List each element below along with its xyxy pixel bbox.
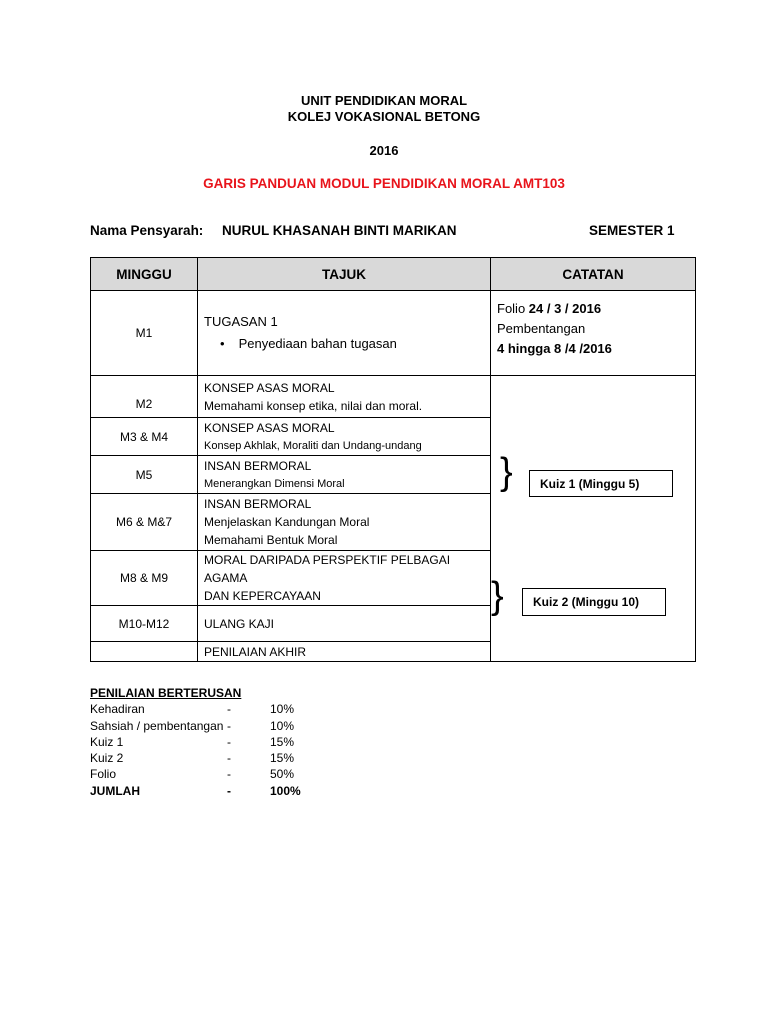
unit-name: UNIT PENDIDIKAN MORAL bbox=[300, 93, 468, 108]
topic-line: DAN KEPERCAYAAN bbox=[204, 589, 321, 603]
brace-icon: } bbox=[500, 451, 513, 493]
topic-title: KONSEP ASAS MORAL bbox=[204, 380, 335, 395]
week-cell: M8 & M9 bbox=[91, 551, 198, 606]
column-header: CATATAN bbox=[491, 258, 696, 291]
week-cell: M2 bbox=[91, 376, 198, 418]
table-row bbox=[91, 291, 696, 376]
lecturer-label: Nama Pensyarah: bbox=[90, 223, 204, 238]
year: 2016 bbox=[369, 143, 399, 158]
topic-line: Menerangkan Dimensi Moral bbox=[204, 477, 345, 490]
catatan-merged-cell bbox=[491, 376, 696, 662]
kuiz1-box: Kuiz 1 (Minggu 5) bbox=[529, 470, 673, 497]
kuiz2-box: Kuiz 2 (Minggu 10) bbox=[522, 588, 666, 616]
table-header-row bbox=[91, 258, 696, 291]
penilaian-table bbox=[90, 701, 301, 799]
topic-title: MORAL DARIPADA PERSPEKTIF PELBAGAI AGAMA bbox=[204, 553, 451, 585]
document-title: GARIS PANDUAN MODUL PENDIDIKAN MORAL AMT103 bbox=[203, 176, 565, 191]
week-cell: M10-M12 bbox=[91, 606, 198, 642]
list-item: Kuiz 1 - 15% bbox=[90, 734, 295, 749]
list-item: Kehadiran - 10% bbox=[90, 702, 295, 717]
column-header: MINGGU bbox=[91, 258, 198, 291]
topic-title: TUGASAN 1 bbox=[204, 314, 278, 329]
penilaian-heading: PENILAIAN BERTERUSAN bbox=[90, 686, 242, 700]
list-item: Kuiz 2 - 15% bbox=[90, 751, 295, 766]
topic-bullet: • Penyediaan bahan tugasan bbox=[220, 336, 397, 351]
week-cell: M5 bbox=[91, 456, 198, 494]
penilaian-section bbox=[90, 685, 301, 799]
total-row: JUMLAH - 100% bbox=[90, 783, 301, 798]
pembentangan-label: Pembentangan bbox=[497, 321, 586, 336]
column-header: TAJUK bbox=[198, 258, 491, 291]
week-cell: M6 & M&7 bbox=[91, 494, 198, 551]
semester-label: SEMESTER 1 bbox=[589, 223, 675, 238]
bullet-icon: • bbox=[220, 336, 225, 351]
topic-title: ULANG KAJI bbox=[204, 616, 275, 631]
topic-title: INSAN BERMORAL bbox=[204, 458, 312, 473]
pembentangan-range: 4 hingga 8 /4 /2016 bbox=[497, 341, 612, 356]
topic-title: INSAN BERMORAL bbox=[204, 497, 312, 511]
list-item: Sahsiah / pembentangan - 10% bbox=[90, 718, 295, 733]
topic-line: Menjelaskan Kandungan Moral bbox=[204, 515, 370, 529]
folio-date: 24 / 3 / 2016 bbox=[528, 301, 602, 316]
catatan-m1: Folio 24 / 3 / 2016 Pembentangan 4 hingga 8 /4 /2016 bbox=[491, 291, 696, 376]
topic-title: PENILAIAN AKHIR bbox=[204, 644, 307, 659]
week-cell: M1 bbox=[91, 291, 198, 376]
topic-title: KONSEP ASAS MORAL bbox=[204, 420, 335, 435]
college-name: KOLEJ VOKASIONAL BETONG bbox=[287, 109, 481, 124]
table-row bbox=[91, 376, 696, 418]
week-cell bbox=[91, 642, 198, 662]
topic-line: Memahami konsep etika, nilai dan moral. bbox=[204, 398, 423, 413]
brace-icon: } bbox=[491, 575, 504, 617]
week-cell: M3 & M4 bbox=[91, 418, 198, 456]
topic-line: Memahami Bentuk Moral bbox=[204, 533, 338, 547]
list-item: Folio - 50% bbox=[90, 767, 295, 782]
lecturer-name: NURUL KHASANAH BINTI MARIKAN bbox=[222, 223, 457, 238]
topic-line: Konsep Akhlak, Moraliti dan Undang-undang bbox=[204, 439, 422, 452]
